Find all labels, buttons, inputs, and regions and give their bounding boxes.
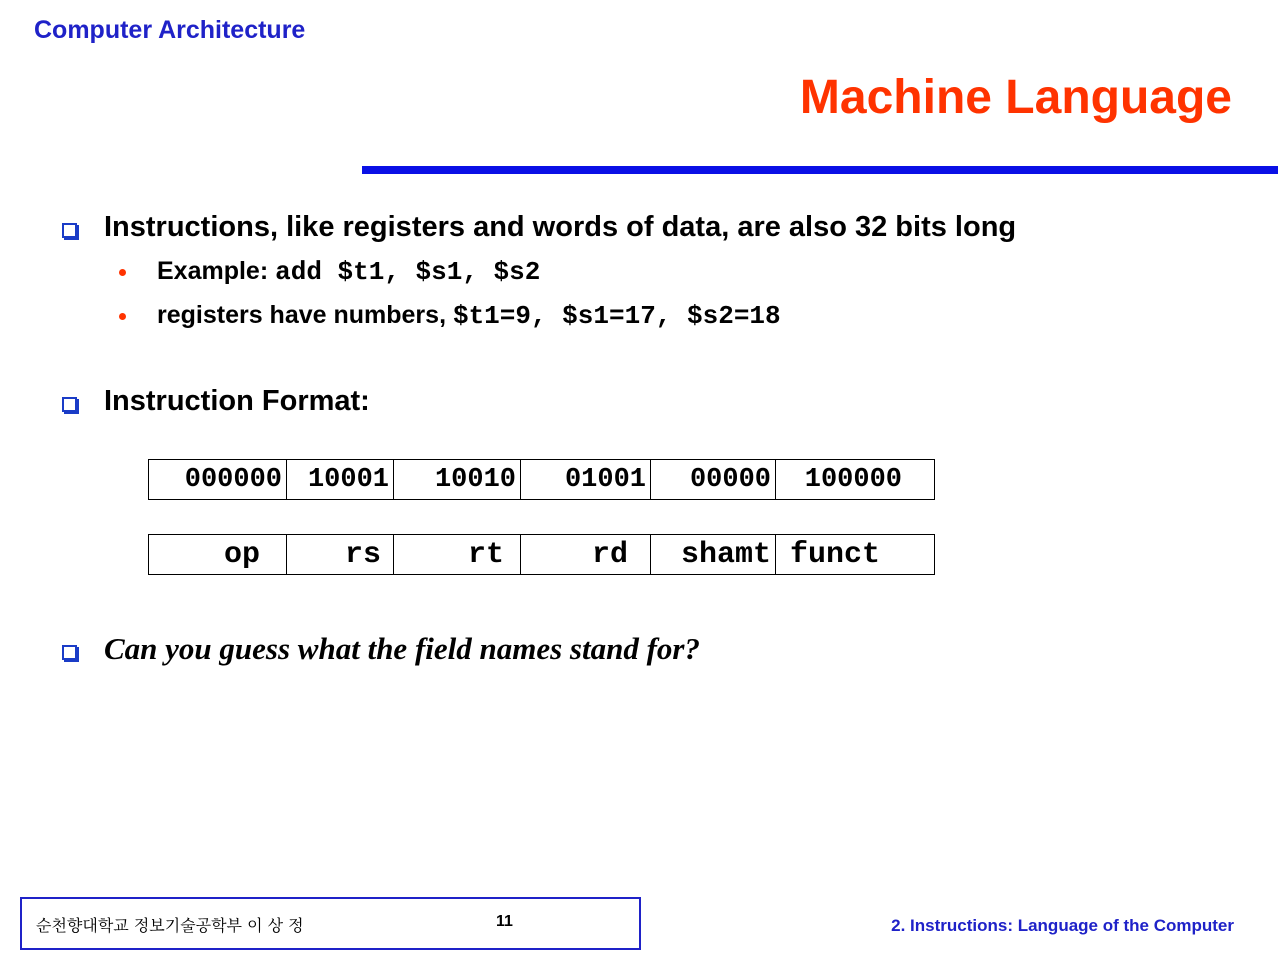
field-rd: rd bbox=[521, 535, 651, 574]
bullet-instructions-length: Instructions, like registers and words of data, are also 32 bits long bbox=[104, 211, 1017, 243]
bits-rs: 10001 bbox=[287, 460, 394, 499]
field-rs: rs bbox=[287, 535, 394, 574]
dot-bullet-icon bbox=[119, 313, 126, 320]
format-bits-row bbox=[148, 459, 935, 500]
sub-bullet-register-numbers bbox=[157, 301, 781, 331]
field-op: op bbox=[149, 535, 287, 574]
square-bullet-icon bbox=[62, 645, 77, 660]
field-rt: rt bbox=[394, 535, 521, 574]
bullet-instruction-format: Instruction Format: bbox=[104, 385, 370, 417]
slide-title: Machine Language bbox=[799, 71, 1232, 124]
square-bullet-icon bbox=[62, 223, 77, 238]
field-funct: funct bbox=[790, 537, 881, 572]
bits-funct: 100000 bbox=[804, 464, 902, 495]
bits-rt: 10010 bbox=[394, 460, 521, 499]
bullet-question: Can you guess what the field names stand for? bbox=[104, 631, 700, 666]
field-shamt: shamt bbox=[651, 535, 776, 574]
footer-box bbox=[20, 897, 641, 950]
title-underline bbox=[362, 166, 1278, 174]
bits-shamt: 00000 bbox=[651, 460, 776, 499]
example-label: Example: bbox=[157, 257, 276, 285]
footer-school: 순천향대학교 정보기술공학부 이 상 정 bbox=[36, 916, 304, 935]
example-code: add $t1, $s1, $s2 bbox=[275, 257, 541, 287]
bits-rd: 01001 bbox=[521, 460, 651, 499]
course-title: Computer Architecture bbox=[34, 16, 306, 44]
bits-op: 000000 bbox=[149, 460, 287, 499]
sub-bullet-example bbox=[157, 257, 540, 287]
register-label: registers have numbers, bbox=[157, 301, 453, 329]
dot-bullet-icon bbox=[119, 269, 126, 276]
footer-chapter: 2. Instructions: Language of the Computer bbox=[891, 916, 1234, 935]
register-code: $t1=9, $s1=17, $s2=18 bbox=[452, 301, 781, 331]
page-number: 11 bbox=[496, 913, 513, 930]
square-bullet-icon bbox=[62, 397, 77, 412]
format-names-row bbox=[148, 534, 935, 575]
